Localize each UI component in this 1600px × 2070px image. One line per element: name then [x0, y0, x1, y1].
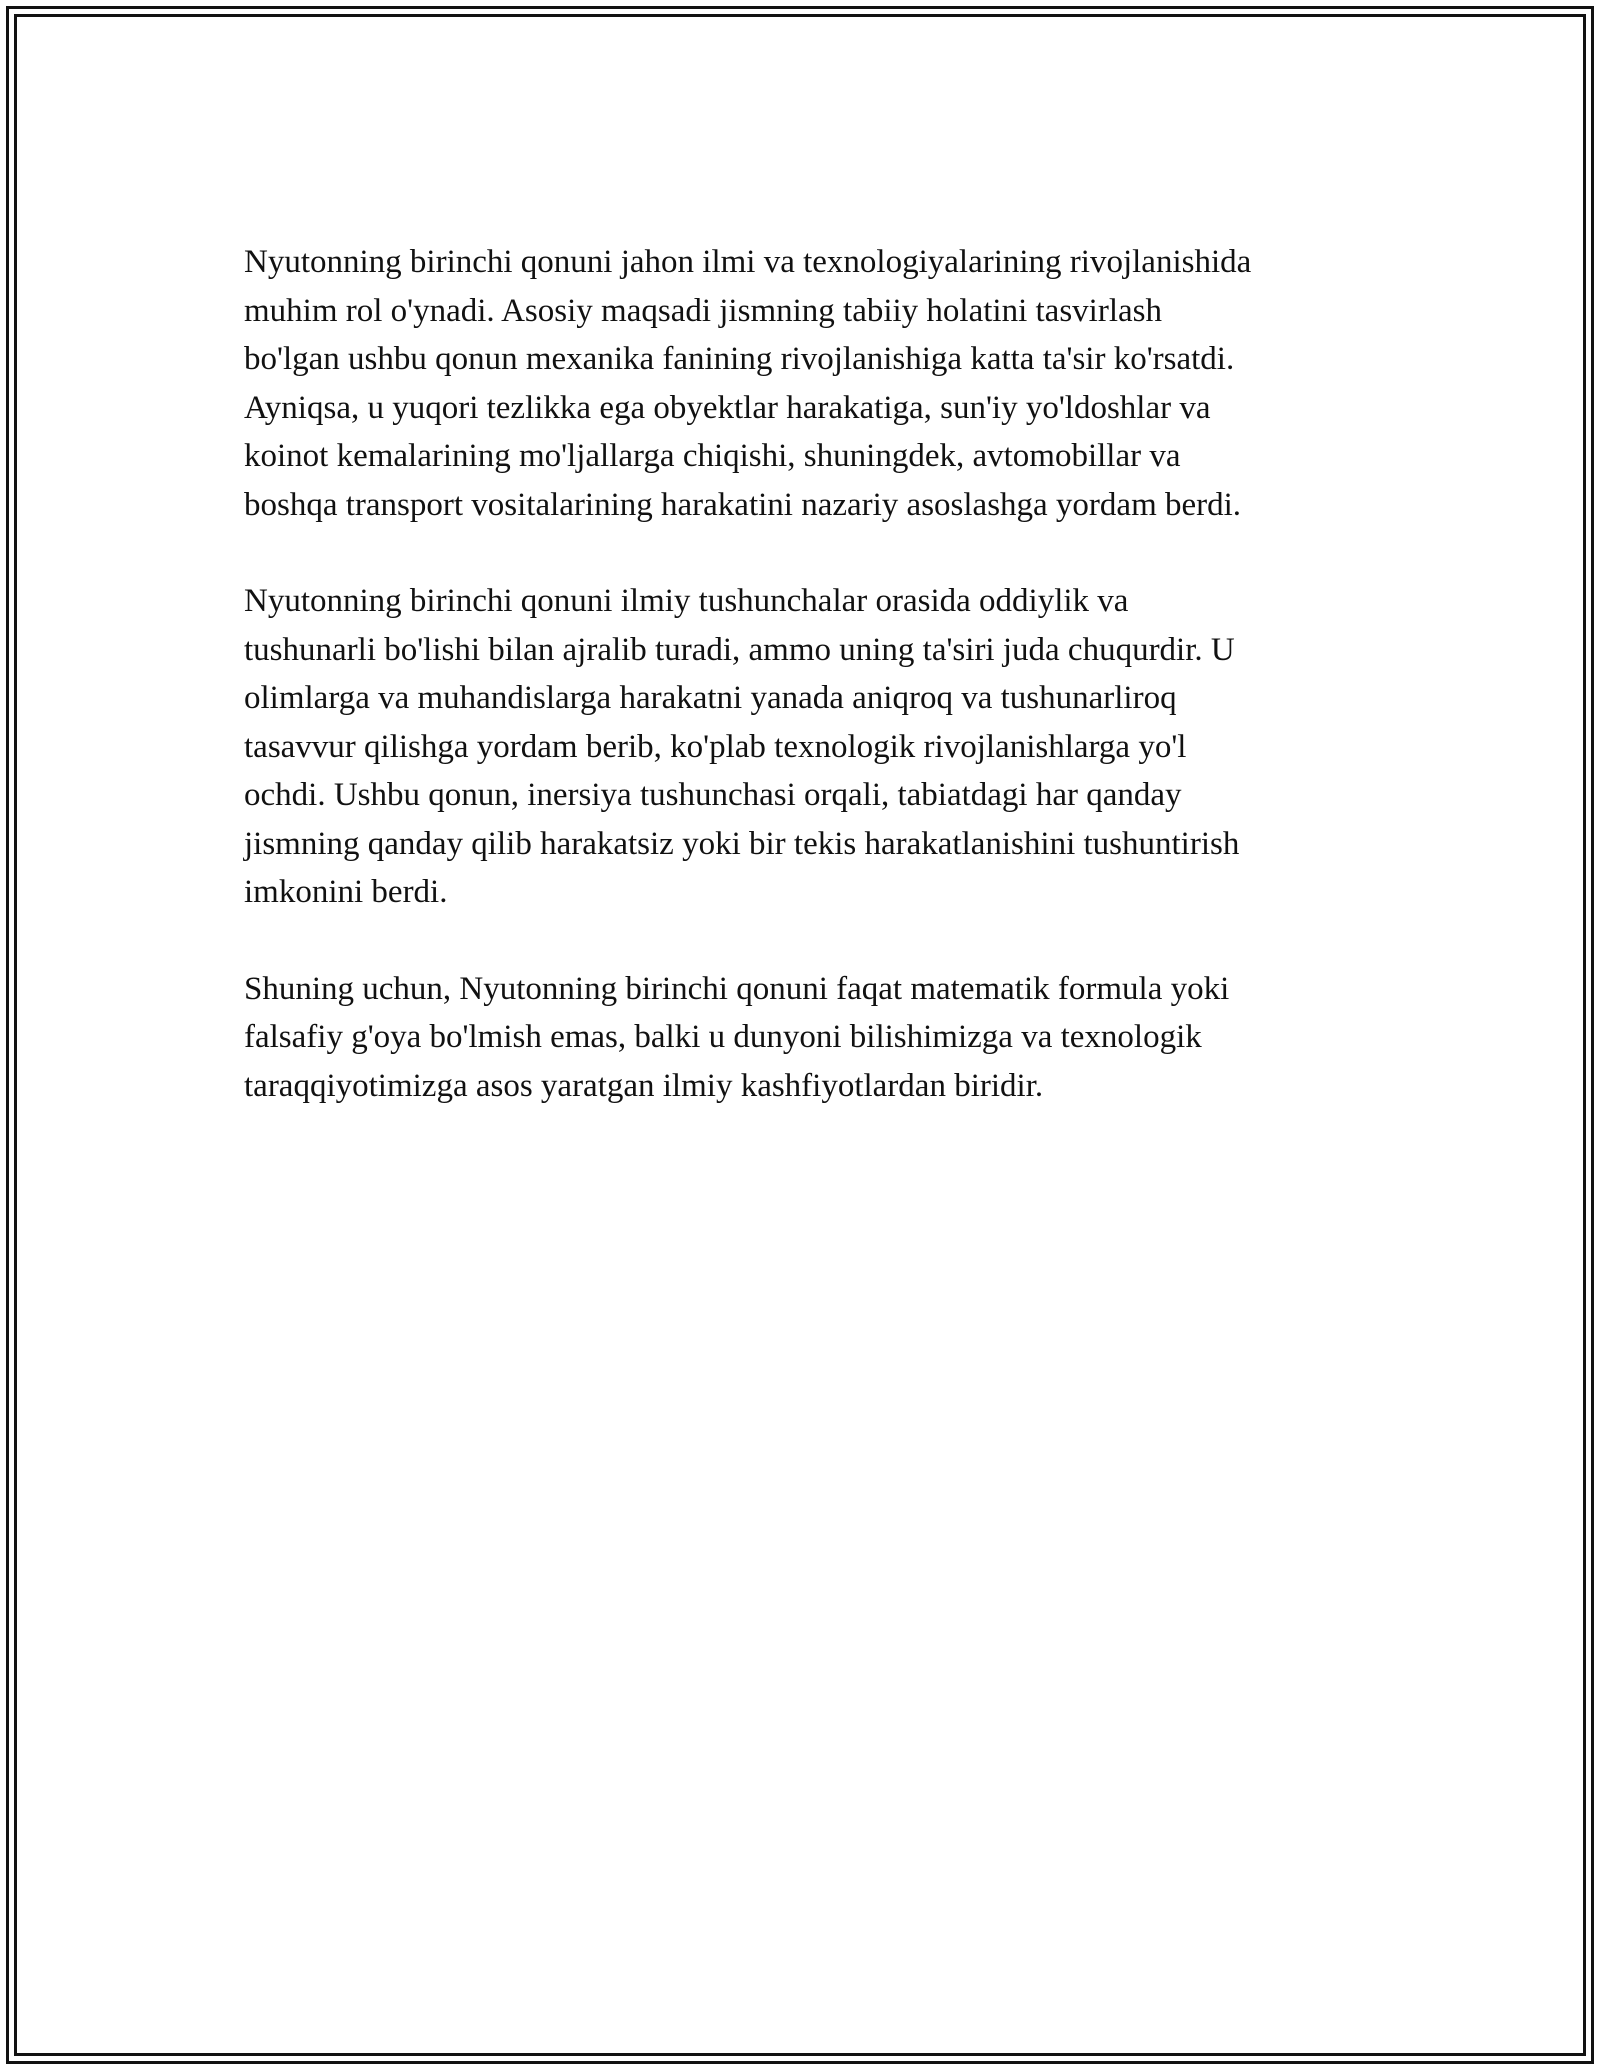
text-line: Ayniqsa, u yuqori tezlikka ega obyektlar harakatiga, sun'iy yo'ldoshlar va	[244, 389, 1211, 426]
text-line: Shuning uchun, Nyutonning birinchi qonuni faqat matematik formula yoki	[244, 970, 1230, 1007]
text-line: ochdi. Ushbu qonun, inersiya tushunchasi orqali, tabiatdagi har qanday	[244, 777, 1182, 813]
text-line: Nyutonning birinchi qonuni jahon ilmi va texnologiyalarining rivojlanishida	[244, 244, 1252, 280]
text-line: tushunarli bo'lishi bilan ajralib turadi, ammo uning ta'siri juda chuqurdir. U	[244, 631, 1235, 668]
text-line: imkonini berdi.	[244, 874, 448, 910]
text-line: koinot kemalarining mo'ljallarga chiqishi, shuningdek, avtomobillar va	[244, 438, 1181, 474]
text-line: taraqqiyotimizga asos yaratgan ilmiy kashfiyotlardan biridir.	[244, 1067, 1044, 1104]
text-line: bo'lgan ushbu qonun mexanika fanining rivojlanishiga katta ta'sir ko'rsatdi.	[244, 341, 1235, 377]
text-line: jismning qanday qilib harakatsiz yoki bir tekis harakatlanishini tushuntirish	[244, 825, 1240, 862]
text-line: olimlarga va muhandislarga harakatni yanada aniqroq va tushunarliroq	[244, 680, 1177, 716]
document-body	[244, 238, 1379, 1158]
paragraph-3	[244, 965, 1379, 1111]
text-line: Nyutonning birinchi qonuni ilmiy tushunchalar orasida oddiylik va	[244, 583, 1129, 619]
text-line: boshqa transport vositalarining harakatini nazariy asoslashga yordam berdi.	[244, 486, 1242, 523]
document-page	[6, 6, 1594, 2064]
text-line: tasavvur qilishga yordam berib, ko'plab texnologik rivojlanishlarga yo'l	[244, 728, 1187, 765]
paragraph-2	[244, 577, 1379, 917]
text-line: muhim rol o'ynadi. Asosiy maqsadi jismning tabiiy holatini tasvirlash	[244, 292, 1162, 329]
text-line: falsafiy g'oya bo'lmish emas, balki u dunyoni bilishimizga va texnologik	[244, 1019, 1202, 1055]
paragraph-1	[244, 238, 1379, 529]
